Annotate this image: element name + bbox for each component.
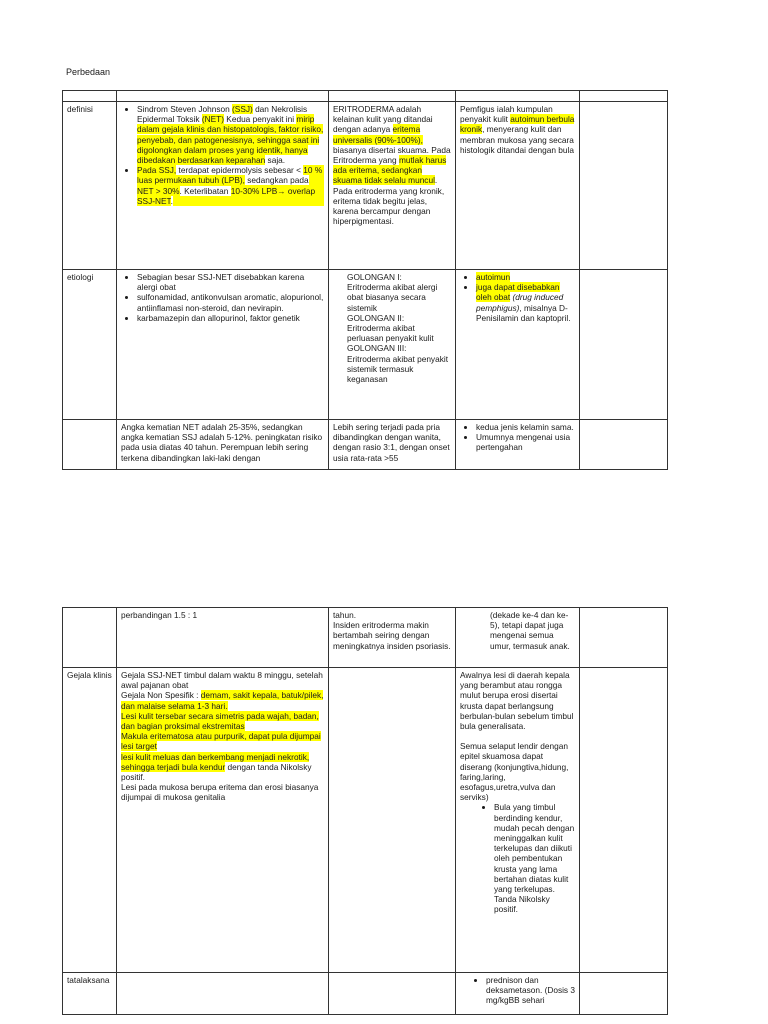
header-cell bbox=[63, 91, 117, 102]
text-line: Eritroderma akibat perluasan penyakit kulit bbox=[347, 323, 434, 344]
row-label bbox=[63, 420, 117, 470]
row-label: definisi bbox=[63, 102, 117, 270]
definisi-pemfigus-cell: Pemfigus ialah kumpulan penyakit kulit autoimun berbula kronik, menyerang kulit dan membran mukosa yang secara histologik ditandai dengan bula bbox=[456, 102, 580, 270]
text-line: Eritroderma akibat alergi obat biasanya secara sistemik bbox=[347, 282, 438, 313]
empty-cell bbox=[329, 973, 456, 1015]
row-label bbox=[63, 608, 117, 668]
text-line: Gejala Non Spesifik : demam, sakit kepala, batuk/pilek, dan malaise selama 1-3 hari. bbox=[121, 690, 324, 711]
empty-cell bbox=[580, 102, 668, 270]
definisi-ssj-net-cell bbox=[117, 102, 329, 270]
definisi-eritroderma-cell: ERITRODERMA adalah kelainan kulit yang ditandai dengan adanya eritema universalis (90%-100%), biasanya disertai skuama. Pada Eritroderma yang mutlak harus ada eritema, sedangkan skuama tidak selalu muncul. Pada eritroderma yang kronik, eritema tidak begitu jelas, karena bercampur dengan hiperpigmentasi. bbox=[329, 102, 456, 270]
gejala-pemfigus-cell bbox=[456, 668, 580, 973]
epidemiologi-ssj-net-cell: perbandingan 1.5 : 1 bbox=[117, 608, 329, 668]
epidemiologi-eritroderma-cell: tahun. Insiden eritroderma makin bertambah seiring dengan meningkatnya insiden psoriasis. bbox=[329, 608, 456, 668]
list-item: • Sebagian besar SSJ-NET disebabkan karena alergi obat bbox=[137, 272, 324, 292]
list-item: • autoimun bbox=[476, 272, 575, 282]
list-item: • juga dapat disebabkan oleh obat (drug induced pemphigus), misalnya D-Penisilamin dan kaptopril. bbox=[476, 282, 575, 323]
table-row-etiologi bbox=[63, 270, 668, 420]
epidemiologi-ssj-net-cell: Angka kematian NET adalah 25-35%, sedangkan angka kematian SSJ adalah 5-12%. peningkatan risiko pada usia diatas 40 tahun. Perempuan lebih sering terkena dibandingkan laki-laki dengan bbox=[117, 420, 329, 470]
text-line: GOLONGAN I: bbox=[347, 272, 402, 282]
table-row-definisi bbox=[63, 102, 668, 270]
header-cell bbox=[117, 91, 329, 102]
etiologi-pemfigus-cell bbox=[456, 270, 580, 420]
table-row-epidemiologi-cont bbox=[63, 608, 668, 668]
empty-cell bbox=[580, 608, 668, 668]
text-line: Semua selaput lendir dengan epitel skuamosa dapat diserang (konjungtiva,hidung, faring,laring, esofagus,uretra,vulva dan serviks) bbox=[460, 741, 569, 803]
epidemiologi-pemfigus-cell: (dekade ke-4 dan ke-5), tetapi dapat juga mengenai semua umur, termasuk anak. bbox=[456, 608, 580, 668]
table-header-row bbox=[63, 91, 668, 102]
tatalaksana-pemfigus-cell bbox=[456, 973, 580, 1015]
list-item: • Umumnya mengenai usia pertengahan bbox=[476, 432, 575, 452]
epidemiologi-eritroderma-cell: Lebih sering terjadi pada pria dibandingkan dengan wanita, dengan rasio 3:1, dengan onset usia rata-rata >55 bbox=[329, 420, 456, 470]
comparison-table-top bbox=[62, 90, 668, 470]
list-item: • Bula yang timbul berdinding kendur, mudah pecah dengan meninggalkan kulit terkelupas dan diikuti oleh pembentukan krusta yang lama bertahan diatas kulit yang terkelupas. Tanda Nikolsky positif. bbox=[494, 802, 575, 914]
empty-cell bbox=[580, 270, 668, 420]
list-item: • sulfonamidad, antikonvulsan aromatic, alopurionol, antiinflamasi non-steroid, dan nevirapin. bbox=[137, 292, 324, 312]
comparison-table-bottom bbox=[62, 607, 668, 1015]
text-line: GOLONGAN II: bbox=[347, 312, 405, 323]
etiologi-eritroderma-cell bbox=[329, 270, 456, 420]
list-item: • prednison dan deksametason. (Dosis 3 mg/kgBB sehari bbox=[486, 975, 575, 1006]
text-line: Makula eritematosa atau purpurik, dapat pula dijumpai lesi target bbox=[121, 731, 321, 752]
empty-cell bbox=[117, 973, 329, 1015]
header-cell bbox=[456, 91, 580, 102]
epidemiologi-pemfigus-cell bbox=[456, 420, 580, 470]
gejala-ssj-net-cell bbox=[117, 668, 329, 973]
text-line: lesi kulit meluas dan berkembang menjadi nekrotik, sehingga terjadi bula kendur dengan tanda Nikolsky positif. bbox=[121, 751, 312, 783]
text-line: Eritroderma akibat penyakit sistemik termasuk keganasan bbox=[347, 353, 448, 385]
text-line: Lesi kulit tersebar secara simetris pada wajah, badan, dan bagian proksimal ekstremitas bbox=[121, 710, 319, 732]
row-label: etiologi bbox=[63, 270, 117, 420]
page-title: Perbedaan bbox=[66, 67, 111, 77]
text-line: GOLONGAN III: bbox=[347, 343, 407, 354]
header-cell bbox=[329, 91, 456, 102]
row-label: Gejala klinis bbox=[63, 668, 117, 973]
text-line: Gejala SSJ-NET timbul dalam waktu 8 minggu, setelah awal pajanan obat bbox=[121, 670, 323, 691]
list-item: • Sindrom Steven Johnson (SSJ) dan Nekrolisis Epidermal Toksik (NET) Kedua penyakit ini mirip dalam gejala klinis dan histopatologis, faktor risiko, penyebab, dan patogenesisnya, sehingga saat ini digolongkan dalam proses yang identik, hanya dibedakan berdasarkan keparahan saja. bbox=[137, 104, 324, 165]
list-item: • karbamazepin dan allopurinol, faktor genetik bbox=[137, 313, 324, 323]
text-line: Lesi pada mukosa berupa eritema dan erosi biasanya dijumpai di mukosa genitalia bbox=[121, 782, 319, 803]
empty-cell bbox=[580, 973, 668, 1015]
table-row-gejala-klinis bbox=[63, 668, 668, 973]
list-item: • kedua jenis kelamin sama. bbox=[476, 422, 575, 432]
text-line: Awalnya lesi di daerah kepala yang berambut atau rongga mulut berupa erosi disertai krusta dapat berlangsung berbulan-bulan sebelum timbul bula generalisata. bbox=[460, 670, 574, 732]
table-row-epidemiologi bbox=[63, 420, 668, 470]
list-item: • Pada SSJ, terdapat epidermolysis sebesar < 10 % luas permukaan tubuh (LPB), sedangkan pada NET > 30%. Keterlibatan 10-30% LPB→ overlap SSJ-NET. bbox=[137, 165, 324, 206]
empty-cell bbox=[580, 668, 668, 973]
etiologi-ssj-net-cell bbox=[117, 270, 329, 420]
empty-cell bbox=[580, 420, 668, 470]
row-label: tatalaksana bbox=[63, 973, 117, 1015]
table-row-tatalaksana bbox=[63, 973, 668, 1015]
header-cell bbox=[580, 91, 668, 102]
empty-cell bbox=[329, 668, 456, 973]
